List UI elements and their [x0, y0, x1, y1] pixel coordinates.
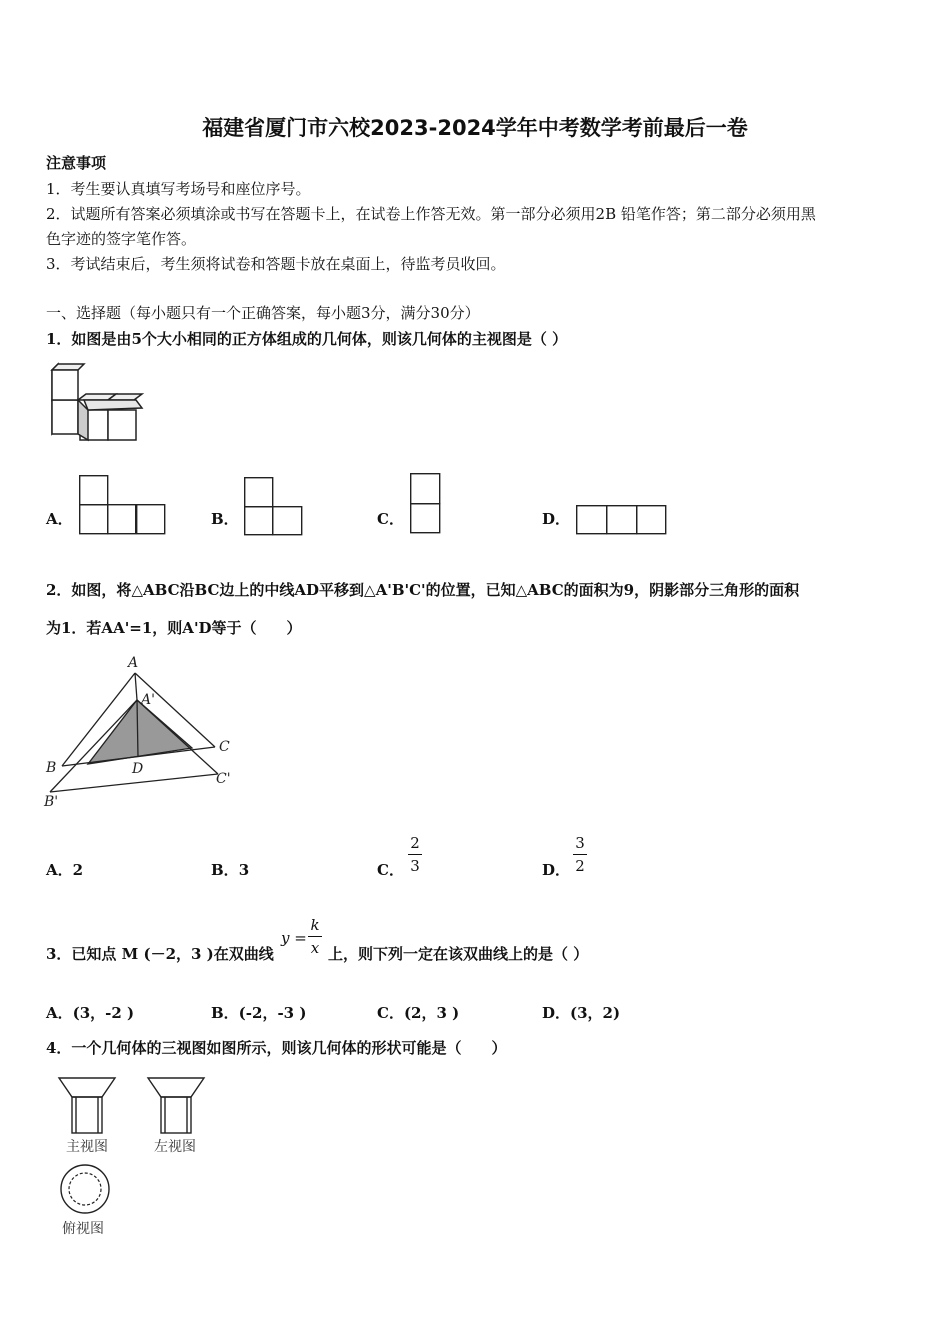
q4-left-caption: 左视图: [154, 1139, 196, 1155]
q3-option-d[interactable]: D．(3，2): [542, 1004, 621, 1022]
q1-option-c-figure[interactable]: [410, 473, 441, 535]
q3-formula-fraction: [308, 916, 322, 957]
q3-text-before: 3．已知点 M (－2，3 )在双曲线: [46, 945, 274, 963]
notice-item-1: 1．考生要认真填写考场号和座位序号。: [46, 180, 311, 198]
q1-option-d-label[interactable]: D．: [542, 510, 571, 528]
q2-option-a-label: A．: [46, 861, 73, 879]
q3-option-c[interactable]: C．(2，3 ): [377, 1004, 460, 1022]
label-c: C: [219, 739, 230, 755]
q2-option-c-fraction[interactable]: [408, 834, 422, 875]
label-a: A: [128, 655, 139, 671]
q4-front-caption: 主视图: [66, 1139, 108, 1155]
q1-option-b-label[interactable]: B．: [211, 510, 239, 528]
label-c-prime: C': [216, 771, 231, 787]
q1-solid-figure: [46, 364, 146, 444]
q3-text-after: 上，则下列一定在该双曲线上的是（ ）: [328, 945, 589, 963]
notice-item-3: 3．考试结束后，考生须将试卷和答题卡放在桌面上，待监考员收回。: [46, 255, 506, 273]
q3-formula-numerator: k: [310, 916, 320, 934]
q2-option-b[interactable]: [211, 859, 249, 880]
q1-option-c-label[interactable]: C．: [377, 510, 404, 528]
q4-top-caption: 俯视图: [62, 1221, 104, 1237]
q4-top-view-figure: [59, 1163, 111, 1215]
label-b-prime: B': [44, 794, 59, 810]
q1-text: 1．如图是由5个大小相同的正方体组成的几何体，则该几何体的主视图是（ ）: [46, 330, 568, 348]
fraction-bar: [573, 854, 587, 855]
label-b: B: [46, 760, 57, 776]
q3-option-a[interactable]: A．(3，-2 ): [46, 1004, 135, 1022]
notice-item-2: 2．试题所有答案必须填涂或书写在答题卡上，在试卷上作答无效。第一部分必须用2B 铅笔作答；第二部分必须用黑: [46, 205, 816, 223]
q2-option-b-value: 3: [238, 861, 250, 879]
q1-option-b-figure[interactable]: [244, 477, 304, 537]
fraction-bar: [308, 936, 322, 937]
q1-option-a-figure[interactable]: [79, 475, 167, 535]
q2-option-d-numerator: 3: [575, 834, 585, 852]
q2-option-c-numerator: 2: [410, 834, 420, 852]
q2-text-line2: 为1．若AA'=1，则A'D等于（ ）: [46, 619, 302, 637]
label-a-prime: A': [141, 692, 155, 708]
page-title: 福建省厦门市六校2023-2024学年中考数学考前最后一卷: [202, 116, 748, 140]
q2-option-c-label[interactable]: C．: [377, 861, 404, 879]
q2-text-line1: 2．如图，将△ABC沿BC边上的中线AD平移到△A'B'C'的位置，已知△ABC的面积为9，阴影部分三角形的面积: [46, 581, 800, 599]
q3-formula-denominator: x: [310, 939, 320, 957]
q3-option-b[interactable]: B．(-2，-3 ): [211, 1004, 307, 1022]
q4-left-view-figure: [147, 1077, 207, 1135]
q2-option-d-denominator: 2: [575, 857, 585, 875]
notice-heading: 注意事项: [46, 154, 107, 172]
q3-formula-lhs: y =: [281, 929, 307, 947]
q4-front-view-figure: [58, 1077, 118, 1135]
label-d: D: [132, 761, 144, 777]
fraction-bar: [408, 854, 422, 855]
q2-triangle-figure: [40, 652, 240, 812]
section-heading: 一、选择题（每小题只有一个正确答案，每小题3分，满分30分）: [46, 304, 480, 322]
q1-option-d-figure[interactable]: [576, 505, 668, 535]
notice-item-2-cont: 色字迹的签字笔作答。: [46, 230, 197, 248]
q2-option-c-denominator: 3: [410, 857, 420, 875]
q2-option-b-label: B．: [211, 861, 239, 879]
q1-option-a-label[interactable]: A．: [46, 510, 73, 528]
q2-option-a[interactable]: [46, 859, 83, 880]
q2-option-a-value: 2: [72, 861, 84, 879]
q2-option-d-fraction[interactable]: [573, 834, 587, 875]
q2-option-d-label[interactable]: D．: [542, 861, 571, 879]
q4-text: 4．一个几何体的三视图如图所示，则该几何体的形状可能是（ ）: [46, 1039, 507, 1057]
